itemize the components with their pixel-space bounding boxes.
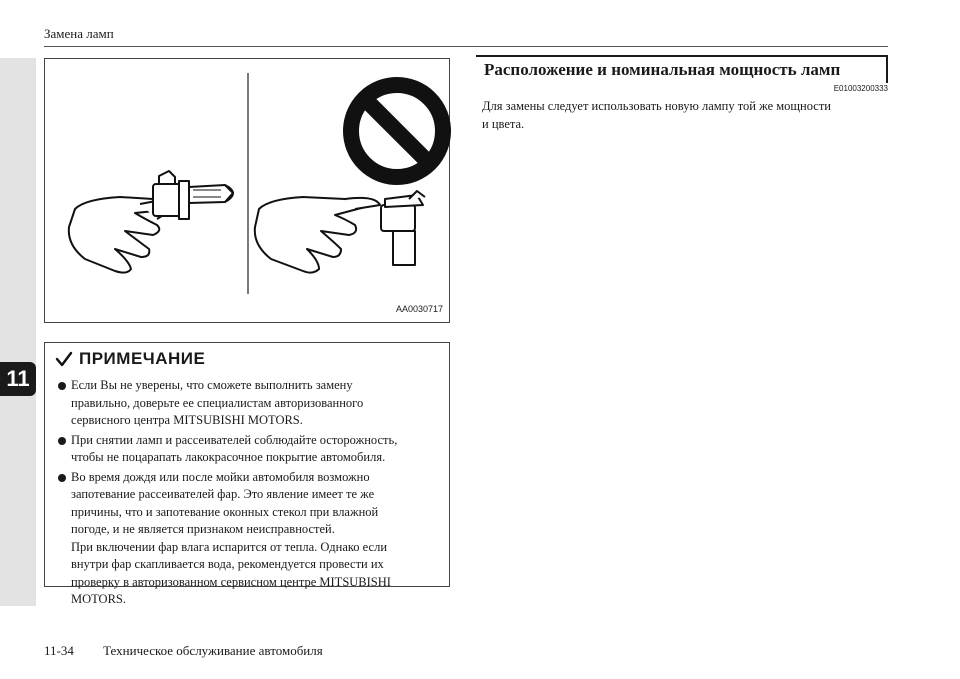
note-heading-row — [55, 347, 441, 371]
bullet-icon — [58, 474, 66, 482]
illustration-drawing — [45, 59, 451, 324]
bullet-icon — [58, 437, 66, 445]
header-divider — [44, 46, 888, 47]
note-item — [55, 469, 441, 609]
note-list — [55, 377, 441, 609]
section-code: E01003200333 — [833, 84, 888, 93]
note-item-text: Если Вы не уверены, что сможете выполнить замену правильно, доверьте ее специалистам авторизованного сервисного центра MITSUBISHI MOTORS. — [71, 378, 364, 427]
page-footer — [44, 643, 323, 659]
note-item — [55, 377, 441, 430]
note-item-text: При снятии ламп и рассеивателей соблюдайте осторожность, чтобы не поцарапать лакокрасочное покрытие автомобиля. — [71, 432, 398, 464]
note-heading: ПРИМЕЧАНИЕ — [79, 349, 206, 368]
page-number: 11-34 — [44, 643, 74, 658]
section-body-text: Для замены следует использовать новую лампу той же мощности и цвета. — [482, 99, 831, 131]
chapter-badge: 11 — [0, 362, 36, 396]
correct-hand-drawing — [69, 171, 233, 273]
no-symbol-icon — [351, 85, 443, 177]
note-box — [44, 342, 450, 606]
incorrect-hand-drawing — [255, 191, 425, 273]
note-item — [55, 432, 441, 467]
pencil-check-icon — [55, 350, 73, 368]
footer-title: Техническое обслуживание автомобиля — [103, 643, 323, 658]
figure-code: AA0030717 — [395, 304, 443, 314]
chapter-side-tab — [0, 58, 36, 606]
page-header-title: Замена ламп — [44, 26, 114, 41]
section-title: Расположение и номинальная мощность ламп — [476, 55, 888, 83]
bullet-icon — [58, 382, 66, 390]
note-item-text: Во время дождя или после мойки автомобиля возможно запотевание рассеивателей фар. Это явление имеет те же причины, что и запотевание оконных стекол при влажной погоде, и не является признаком неисправностей. При включении фар влага испарится от тепла. Однако если внутри фар скапливается вода, рекомендуется провести их проверку в авторизованном сервисном центре MITSUBISHI MOTORS. — [71, 469, 391, 606]
bulb-handling-illustration — [44, 58, 450, 323]
